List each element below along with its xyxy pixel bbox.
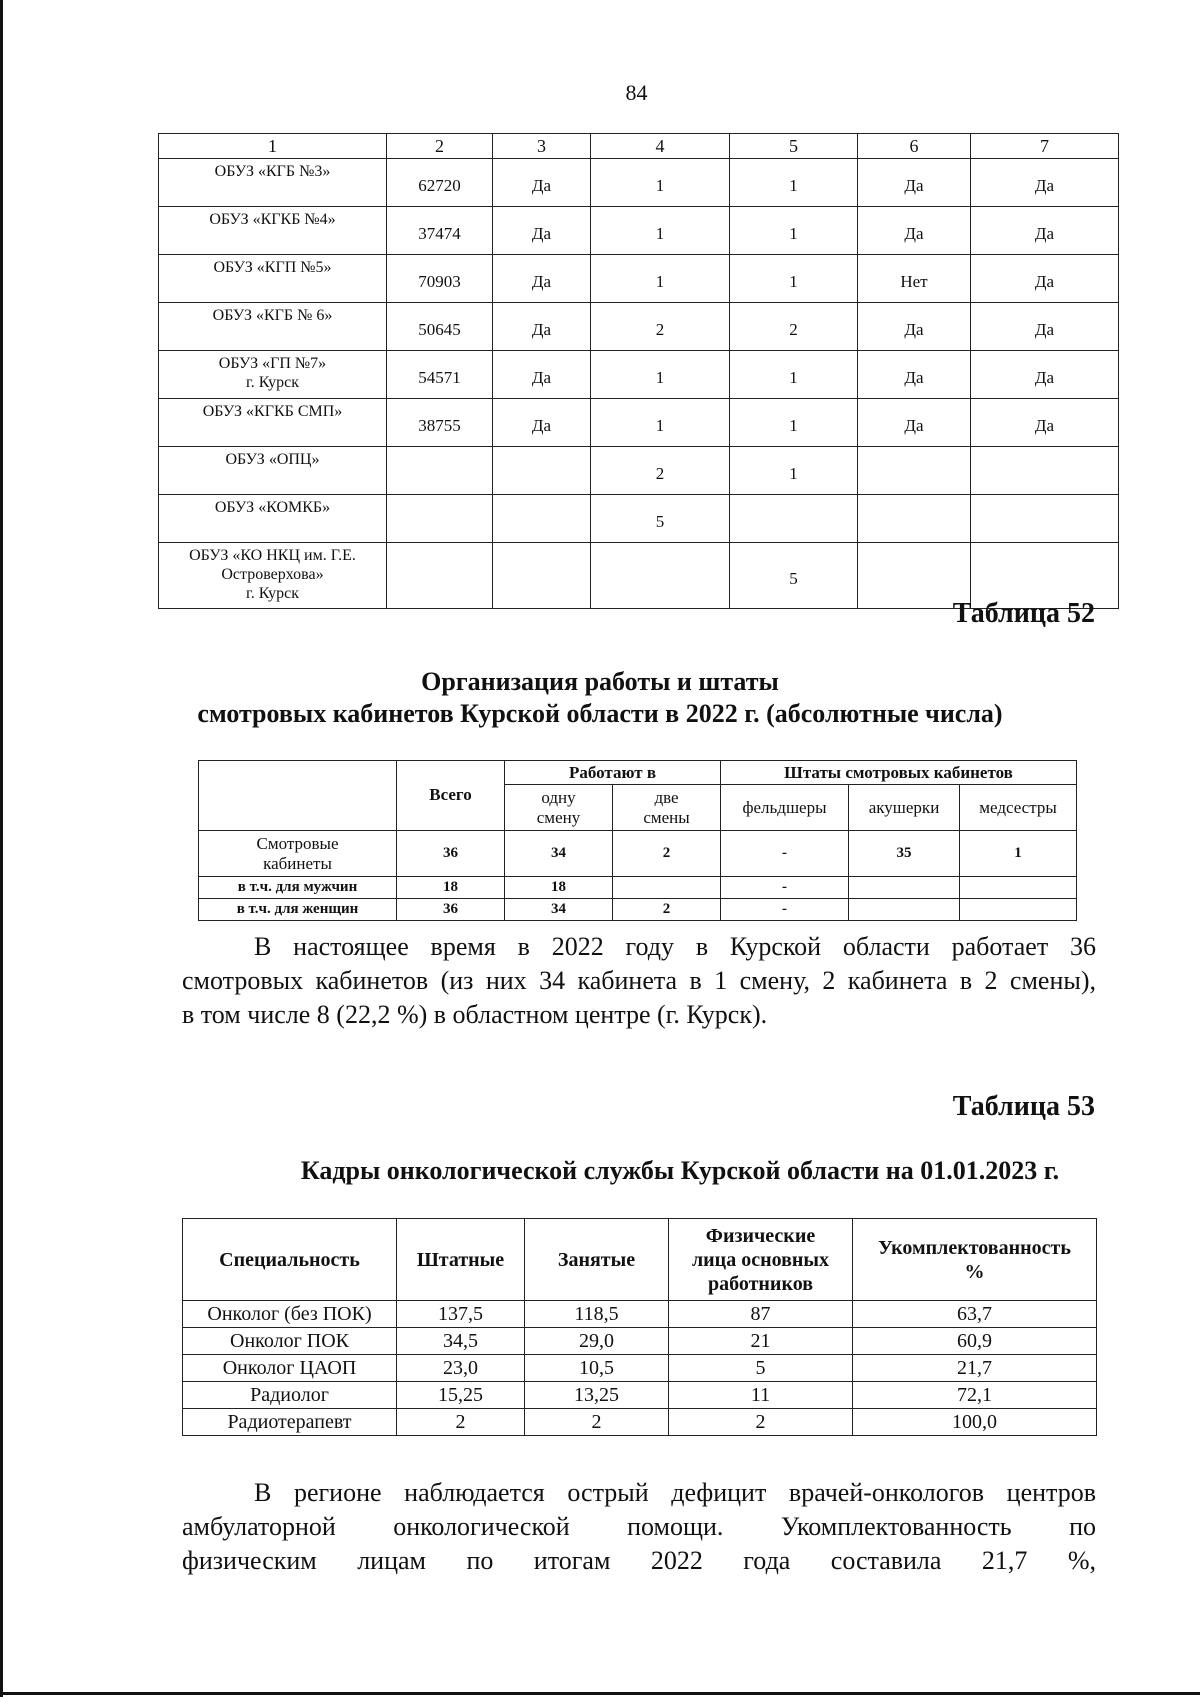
cell: 37474 — [387, 207, 493, 255]
col-header-feldshers: фельдшеры — [721, 785, 849, 831]
row-label: в т.ч. для женщин — [199, 899, 397, 921]
cell: 1 — [730, 447, 858, 495]
col-header-two-shifts — [613, 785, 721, 831]
col-header-staff: Штатные — [397, 1219, 525, 1301]
cell — [591, 543, 730, 609]
col-header-nurses: медсестры — [960, 785, 1077, 831]
cell — [858, 495, 971, 543]
col-header-occupied: Занятые — [525, 1219, 669, 1301]
col-header: 1 — [159, 134, 387, 159]
cell: 1 — [960, 831, 1077, 877]
header-line: % — [964, 1260, 985, 1283]
cell — [493, 495, 591, 543]
cell: 13,25 — [525, 1382, 669, 1409]
cell: 1 — [591, 207, 730, 255]
cell: 21,7 — [853, 1355, 1097, 1382]
cell: 18 — [397, 877, 505, 899]
cell: 1 — [730, 207, 858, 255]
cell: 2 — [613, 831, 721, 877]
paragraph-line: смотровых кабинетов (из них 34 кабинета в 1 смену, 2 кабинета в 2 смены), — [182, 966, 1096, 995]
paragraph-line: физическим лицам по итогам 2022 года составила 21,7 %, — [182, 1546, 1096, 1575]
cell: 10,5 — [525, 1355, 669, 1382]
cell: 1 — [591, 351, 730, 399]
org-name: ОБУЗ «КГБ № 6» — [159, 303, 387, 351]
table-row — [183, 1409, 1097, 1436]
cell: Да — [858, 399, 971, 447]
cell: 72,1 — [853, 1382, 1097, 1409]
cell: 34 — [505, 831, 613, 877]
cell: Да — [858, 351, 971, 399]
org-name — [159, 543, 387, 609]
table-row — [199, 877, 1077, 899]
table-row — [183, 1328, 1097, 1355]
table53-caption: Таблица 53 — [952, 1091, 1095, 1122]
col-header-staff: Штаты смотровых кабинетов — [721, 761, 1077, 785]
cell: Да — [493, 207, 591, 255]
label-line: кабинеты — [263, 853, 332, 873]
paragraph-2 — [182, 1476, 1096, 1578]
specialty: Онколог ЦАОП — [183, 1355, 397, 1382]
cell: 2 — [591, 447, 730, 495]
cell: Да — [971, 303, 1119, 351]
cell: 29,0 — [525, 1328, 669, 1355]
cell — [849, 877, 960, 899]
table52-caption: Таблица 52 — [952, 598, 1095, 629]
org-name: ОБУЗ «КГКБ СМП» — [159, 399, 387, 447]
cell: Да — [493, 303, 591, 351]
cell: 54571 — [387, 351, 493, 399]
org-name-line: г. Курск — [245, 374, 300, 391]
cell: 38755 — [387, 399, 493, 447]
specialty: Радиотерапевт — [183, 1409, 397, 1436]
cell: 18 — [505, 877, 613, 899]
cell — [493, 447, 591, 495]
col-header-midwives: акушерки — [849, 785, 960, 831]
table-row — [159, 495, 1119, 543]
cell: Нет — [858, 255, 971, 303]
cell: 36 — [397, 831, 505, 877]
cell: Да — [971, 351, 1119, 399]
table-row — [159, 351, 1119, 399]
cell — [730, 495, 858, 543]
cell — [971, 447, 1119, 495]
specialty: Онколог (без ПОК) — [183, 1301, 397, 1328]
page-left-border — [0, 0, 3, 1697]
table-row — [159, 255, 1119, 303]
cell: 137,5 — [397, 1301, 525, 1328]
org-name-line: г. Курск — [245, 585, 300, 602]
cell — [387, 543, 493, 609]
cell: 34,5 — [397, 1328, 525, 1355]
page-bottom-border — [0, 1692, 1200, 1695]
table-row — [183, 1301, 1097, 1328]
col-header-physical — [669, 1219, 853, 1301]
table52-title-line2: смотровых кабинетов Курской области в 2022 г. (абсолютные числа) — [197, 699, 1003, 728]
cell: Да — [971, 207, 1119, 255]
cell: 100,0 — [853, 1409, 1097, 1436]
cell: 11 — [669, 1382, 853, 1409]
specialty: Онколог ПОК — [183, 1328, 397, 1355]
table-row — [159, 159, 1119, 207]
header-line: две — [654, 787, 679, 807]
cell: 70903 — [387, 255, 493, 303]
org-name: ОБУЗ «КГБ №3» — [159, 159, 387, 207]
cell: Да — [858, 207, 971, 255]
cell — [960, 899, 1077, 921]
cell — [387, 447, 493, 495]
cell: 5 — [591, 495, 730, 543]
table-header-row — [183, 1219, 1097, 1301]
org-name — [159, 351, 387, 399]
cell: 5 — [730, 543, 858, 609]
cell: 50645 — [387, 303, 493, 351]
cell: 2 — [525, 1409, 669, 1436]
header-line: смены — [643, 807, 690, 827]
cell: 1 — [730, 159, 858, 207]
table53 — [182, 1218, 1097, 1436]
cell: 34 — [505, 899, 613, 921]
org-name-line: ОБУЗ «ГП №7» — [218, 355, 327, 372]
col-header-one-shift — [505, 785, 613, 831]
cell: 23,0 — [397, 1355, 525, 1382]
cell: Да — [493, 399, 591, 447]
cell — [849, 899, 960, 921]
specialty: Радиолог — [183, 1382, 397, 1409]
paragraph-line: в том числе 8 (22,2 %) в областном центре (г. Курск). — [182, 1000, 768, 1029]
table52 — [198, 760, 1077, 921]
cell: 1 — [730, 399, 858, 447]
cell: 62720 — [387, 159, 493, 207]
continued-table — [158, 133, 1119, 609]
paragraph-line: амбулаторной онкологической помощи. Укомплектованность по — [182, 1512, 1096, 1541]
cell: 63,7 — [853, 1301, 1097, 1328]
paragraph-line: В настоящее время в 2022 году в Курской области работает 36 — [254, 932, 1096, 961]
header-line: работников — [707, 1272, 814, 1295]
col-header: 4 — [591, 134, 730, 159]
header-line: смену — [536, 807, 581, 827]
org-name: ОБУЗ «КОМКБ» — [159, 495, 387, 543]
row-label — [199, 831, 397, 877]
cell — [613, 877, 721, 899]
cell: 118,5 — [525, 1301, 669, 1328]
empty-header — [199, 761, 397, 831]
cell: Да — [493, 255, 591, 303]
org-name-line: ОБУЗ «КО НКЦ им. Г.Е. — [189, 547, 356, 564]
table-row — [199, 831, 1077, 877]
cell: 2 — [730, 303, 858, 351]
cell: 5 — [669, 1355, 853, 1382]
cell — [960, 877, 1077, 899]
cell: 2 — [613, 899, 721, 921]
cell: Да — [971, 399, 1119, 447]
org-name-line: Островерхова» — [221, 566, 324, 583]
paragraph-1 — [182, 930, 1096, 1032]
paragraph-line: В регионе наблюдается острый дефицит врачей-онкологов центров — [254, 1478, 1096, 1507]
cell: 21 — [669, 1328, 853, 1355]
cell — [493, 543, 591, 609]
cell: 1 — [730, 351, 858, 399]
label-line: Смотровые — [256, 833, 339, 853]
cell: 35 — [849, 831, 960, 877]
cell: 1 — [730, 255, 858, 303]
cell: Да — [493, 351, 591, 399]
page-number: 84 — [625, 80, 648, 105]
table-row — [159, 399, 1119, 447]
col-header-specialty: Специальность — [183, 1219, 397, 1301]
table52-title-line1: Организация работы и штаты — [421, 667, 779, 696]
table-row — [159, 447, 1119, 495]
cell: - — [721, 899, 849, 921]
col-header-total: Всего — [397, 761, 505, 831]
col-header: 5 — [730, 134, 858, 159]
col-header: 6 — [858, 134, 971, 159]
cell: Да — [493, 159, 591, 207]
cell — [858, 447, 971, 495]
cell: Да — [971, 255, 1119, 303]
org-name: ОБУЗ «ОПЦ» — [159, 447, 387, 495]
cell — [387, 495, 493, 543]
cell: 2 — [591, 303, 730, 351]
cell: 60,9 — [853, 1328, 1097, 1355]
col-header-completeness — [853, 1219, 1097, 1301]
table-row — [183, 1382, 1097, 1409]
cell — [971, 495, 1119, 543]
header-line: Укомплектованность — [878, 1236, 1071, 1259]
table-row — [159, 303, 1119, 351]
col-header: 3 — [493, 134, 591, 159]
cell: Да — [858, 159, 971, 207]
table-row — [199, 899, 1077, 921]
col-header: 7 — [971, 134, 1119, 159]
cell: 2 — [397, 1409, 525, 1436]
org-name: ОБУЗ «КГКБ №4» — [159, 207, 387, 255]
table-header-row — [199, 761, 1077, 785]
table-header-row — [159, 134, 1119, 159]
header-line: лица основных — [691, 1248, 830, 1271]
row-label: в т.ч. для мужчин — [199, 877, 397, 899]
table53-title: Кадры онкологической службы Курской области на 01.01.2023 г. — [300, 1156, 1060, 1185]
table-row — [183, 1355, 1097, 1382]
cell: 1 — [591, 399, 730, 447]
header-line: одну — [541, 787, 576, 807]
header-line: Физические — [705, 1224, 816, 1247]
cell: 2 — [669, 1409, 853, 1436]
cell: - — [721, 877, 849, 899]
cell: 36 — [397, 899, 505, 921]
col-header: 2 — [387, 134, 493, 159]
cell: 1 — [591, 255, 730, 303]
col-header-work: Работают в — [505, 761, 721, 785]
cell: Да — [971, 159, 1119, 207]
cell: 1 — [591, 159, 730, 207]
cell: 15,25 — [397, 1382, 525, 1409]
table-row — [159, 207, 1119, 255]
cell: 87 — [669, 1301, 853, 1328]
org-name: ОБУЗ «КГП №5» — [159, 255, 387, 303]
cell: - — [721, 831, 849, 877]
cell: Да — [858, 303, 971, 351]
